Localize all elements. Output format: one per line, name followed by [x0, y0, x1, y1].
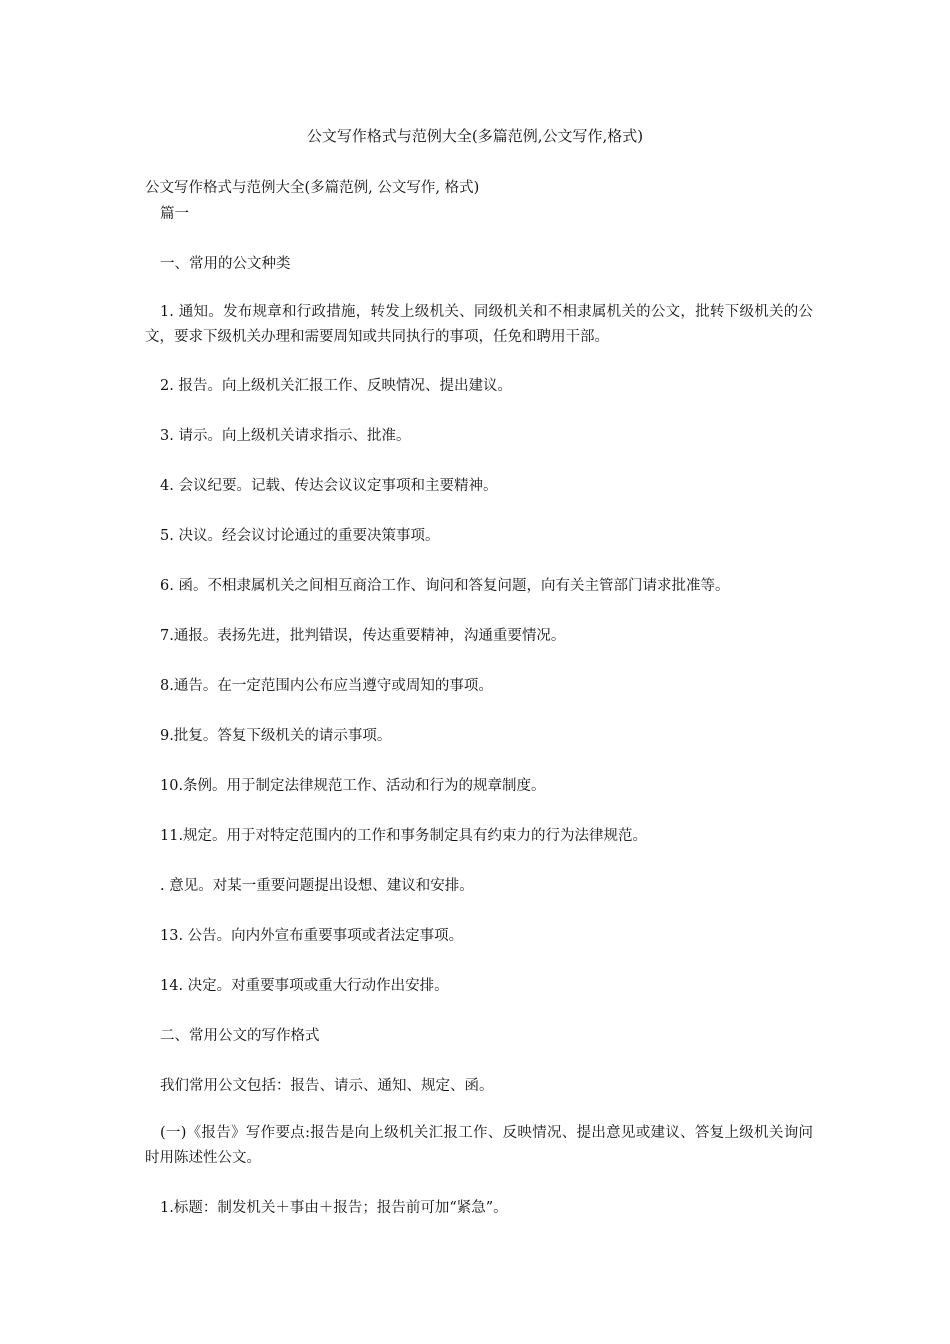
report-key-points: (一)《报告》写作要点:报告是向上级机关汇报工作、反映情况、提出意见或建议、答复上级机关询问时用陈述性公文。: [145, 1125, 813, 1166]
report-title-rule: 1.标题：制发机关＋事由＋报告；报告前可加“紧急”。: [160, 1200, 508, 1216]
heading-document-types: 一、常用的公文种类: [160, 256, 291, 272]
document-subtitle: 公文写作格式与范例大全(多篇范例, 公文写作, 格式): [145, 180, 480, 196]
section-label: 篇一: [160, 206, 189, 222]
list-item-reply: 9.批复。答复下级机关的请示事项。: [160, 728, 392, 744]
list-item-request: 3. 请示。向上级机关请求指示、批准。: [160, 428, 411, 444]
list-item-letter: 6. 函。不相隶属机关之间相互商洽工作、询问和答复问题，向有关主管部门请求批准等。: [160, 578, 730, 594]
list-item-notice: 1. 通知。发布规章和行政措施，转发上级机关、同级机关和不相隶属机关的公文，批转下级机关的公文，要求下级机关办理和需要周知或共同执行的事项，任免和聘用干部。: [145, 304, 813, 345]
list-item-opinion: . 意见。对某一重要问题提出设想、建议和安排。: [160, 878, 474, 894]
intro-paragraph: 我们常用公文包括：报告、请示、通知、规定、函。: [160, 1078, 494, 1094]
list-item-decision: 14. 决定。对重要事项或重大行动作出安排。: [160, 978, 449, 994]
list-item-regulation: 10.条例。用于制定法律规范工作、活动和行为的规章制度。: [160, 778, 546, 794]
list-item-report: 2. 报告。向上级机关汇报工作、反映情况、提出建议。: [160, 378, 512, 394]
list-item-announcement: 8.通告。在一定范围内公布应当遵守或周知的事项。: [160, 678, 493, 694]
list-item-provision: 11.规定。用于对特定范围内的工作和事务制定具有约束力的行为法律规范。: [160, 828, 648, 844]
document-title: 公文写作格式与范例大全(多篇范例,公文写作,格式): [306, 127, 644, 145]
heading-writing-format: 二、常用公文的写作格式: [160, 1028, 320, 1044]
list-item-minutes: 4. 会议纪要。记载、传达会议议定事项和主要精神。: [160, 478, 498, 494]
list-item-public-notice: 13. 公告。向内外宣布重要事项或者法定事项。: [160, 928, 464, 944]
list-item-bulletin: 7.通报。表扬先进，批判错误，传达重要精神，沟通重要情况。: [160, 628, 566, 644]
list-item-resolution: 5. 决议。经会议讨论通过的重要决策事项。: [160, 528, 440, 544]
